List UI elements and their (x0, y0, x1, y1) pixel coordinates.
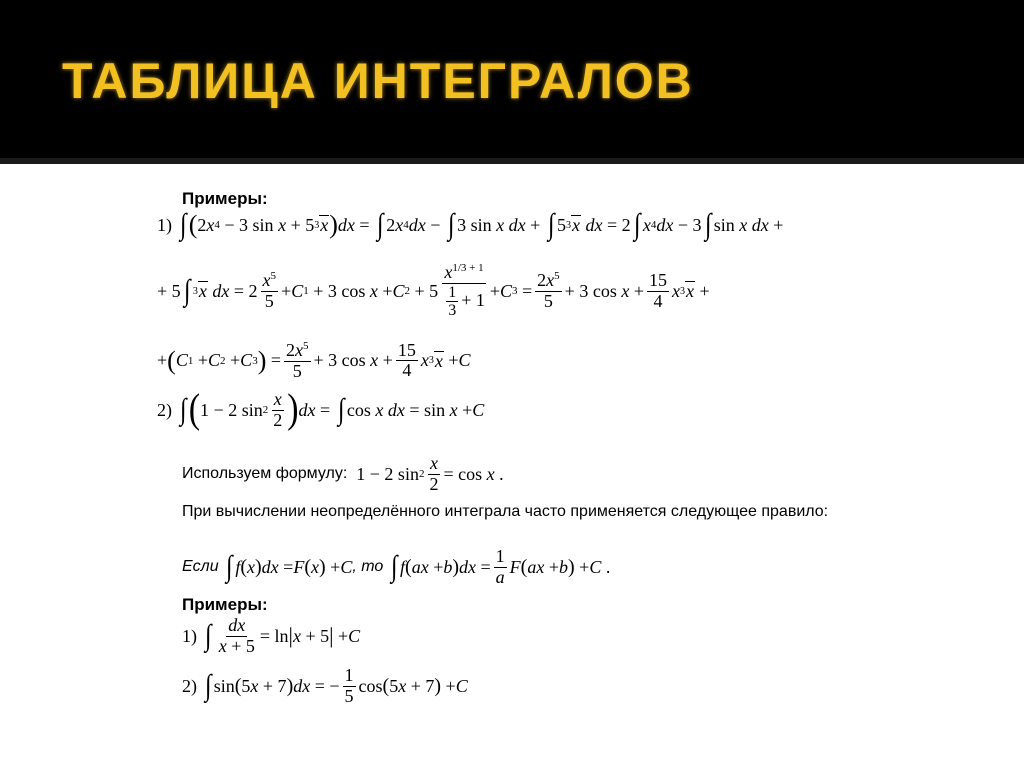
rule-formula: Если ∫ f ( x ) dx = F ( x ) + C , то ∫ f ( ax + b ) dx = $\frac{1}{a}$ F ( ax + b ) + C . (182, 546, 611, 587)
example-label: 2) (182, 675, 197, 696)
example-3-line: 1) ∫ $\frac{dx}{x + 5}$ = ln | x + 5 | + C (182, 615, 361, 656)
example-1-line-1: 1) ∫ ( 2 x 4 − 3 sin x + 5 3 x ) dx = ∫ 2 x 4 dx − ∫ 3 sin x dx + ∫ 5 3 x dx = 2 ∫ x 4 dx − 3 ∫ sin x dx + (157, 208, 784, 241)
slide-header (0, 0, 1024, 158)
rule-then: , то (352, 558, 384, 576)
example-label: 1) (157, 214, 172, 235)
example-label: 2) (157, 399, 172, 420)
example-2-line: 2) ∫ ( 1 − 2 sin 2 $\frac{x}{2}$ ) dx = ∫ cos x dx = sin x + C (157, 387, 485, 432)
example-1-line-3: + ( C 1 + C 2 + C 3 ) = $\frac{2x^5}{5}$ + 3 cos x + $\frac{15}{4}$ x 3 x + C (157, 339, 471, 381)
slide-content (0, 164, 1024, 767)
example-1-line-2: + 5 ∫ 3 x dx = 2 $\frac{x^5}{5}$ + C 1 + 3 cos x + C 2 + 5 $x^{1/3 + 1}$ $\frac{1}{3}$ + 1 + C 3 = $\frac{2x^5}{5}$ + 3 cos x + $\frac{15}{4}$ x 3 x + (157, 262, 710, 320)
rule-paragraph: При вычислении неопределённого интеграла часто применяется следующее правило: (182, 503, 829, 520)
formula-intro: Используем формулу: (182, 465, 348, 483)
slide-title: ТАБЛИЦА ИНТЕГРАЛОВ (62, 53, 694, 109)
example-label: 1) (182, 625, 197, 646)
formula-line: Используем формулу: 1 − 2 sin 2 $\frac{x}{2}$ = cos x . (182, 453, 504, 494)
rule-if: Если (182, 558, 219, 576)
examples-heading-2: Примеры: (182, 595, 268, 614)
example-4-line: 2) ∫ sin ( 5 x + 7 ) dx = − $\frac{1}{5}$ cos ( 5 x + 7 ) + C (182, 665, 468, 706)
examples-heading-1: Примеры: (182, 189, 268, 208)
